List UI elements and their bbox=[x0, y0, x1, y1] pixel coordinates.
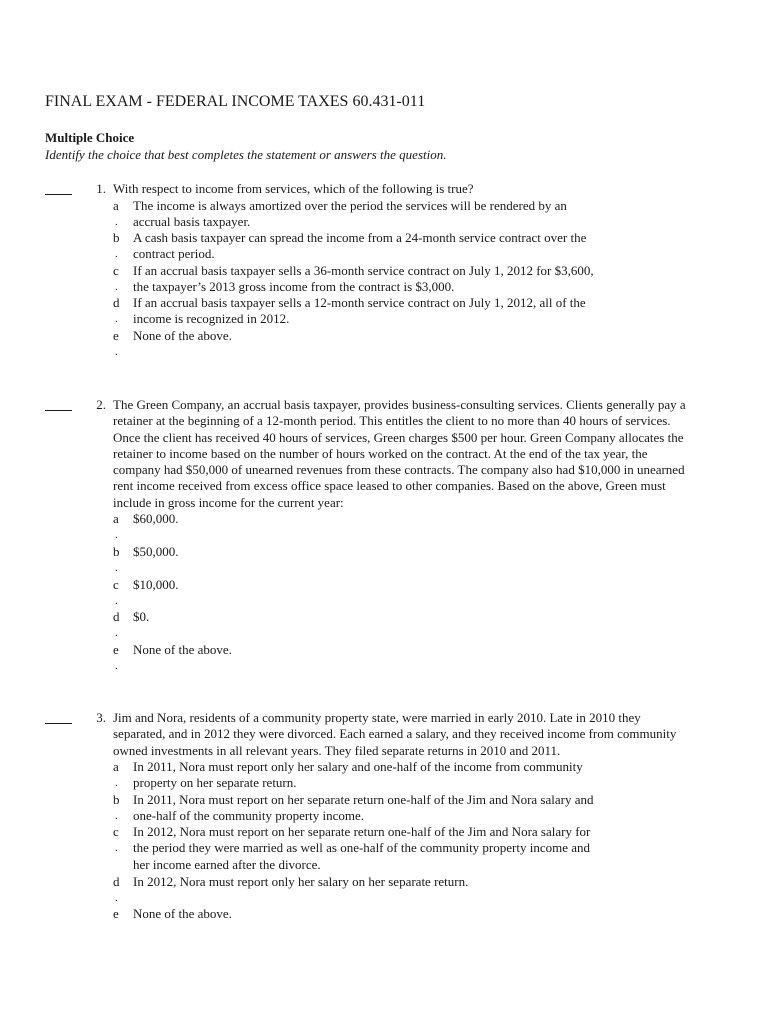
choice-letter: c bbox=[113, 577, 119, 592]
choice-line: If an accrual basis taxpayer sells a 12-month service contract on July 1, 2012, all of the bbox=[133, 295, 586, 310]
choice-dot: . bbox=[115, 777, 118, 790]
choice-dot: . bbox=[115, 627, 118, 640]
choice-dot: . bbox=[115, 842, 118, 855]
choice-text bbox=[133, 263, 723, 296]
choice-text bbox=[133, 577, 723, 593]
choice-line: None of the above. bbox=[133, 906, 232, 921]
choice-dot: . bbox=[115, 346, 118, 359]
question-number: 1. bbox=[96, 181, 106, 196]
choice-line: the taxpayer’s 2013 gross income from the contract is $3,000. bbox=[133, 279, 455, 295]
choice-text bbox=[133, 198, 723, 231]
choice-text bbox=[133, 328, 723, 344]
choice-line: the period they were married as well as one-half of the community property income and bbox=[133, 840, 591, 856]
choice-text bbox=[133, 874, 723, 890]
choice-dot: . bbox=[115, 660, 118, 673]
choice-line: $0. bbox=[133, 609, 150, 624]
choice-dot: . bbox=[115, 595, 118, 608]
choice-text bbox=[133, 609, 723, 625]
choice-line: A cash basis taxpayer can spread the income from a 24-month service contract over the bbox=[133, 230, 587, 245]
choice-dot: . bbox=[115, 810, 118, 823]
choice-text bbox=[133, 511, 723, 527]
choice-letter: a bbox=[113, 511, 119, 526]
choice-letter: b bbox=[113, 544, 120, 559]
choice-text bbox=[133, 295, 723, 328]
choice-text bbox=[133, 759, 723, 792]
choice-letter: e bbox=[113, 328, 119, 343]
choice-letter: b bbox=[113, 792, 120, 807]
choice-letter: a bbox=[113, 197, 119, 213]
exam-title: FINAL EXAM - FEDERAL INCOME TAXES 60.431-011 bbox=[45, 93, 426, 110]
answer-blank-line bbox=[45, 723, 72, 724]
choice-dot: . bbox=[115, 281, 118, 294]
choice-line: In 2011, Nora must report on her separate return one-half of the Jim and Nora salary and bbox=[133, 792, 594, 807]
question-number: 2. bbox=[96, 397, 106, 412]
choice-line: her income earned after the divorce. bbox=[133, 856, 321, 872]
choice-letter: e bbox=[113, 906, 119, 921]
instructions-text: Identify the choice that best completes the statement or answers the question. bbox=[45, 147, 447, 162]
choice-letter: d bbox=[113, 874, 120, 889]
stem-line: The Green Company, an accrual basis taxpayer, provides business-consulting services. Clients generally pay a bbox=[113, 397, 686, 412]
choice-line: property on her separate return. bbox=[133, 775, 297, 791]
choice-line: accrual basis taxpayer. bbox=[133, 213, 251, 229]
choice-letter: b bbox=[113, 230, 120, 245]
answer-blank-line bbox=[45, 410, 72, 411]
stem-line: separated, and in 2012 they were divorced. Each earned a salary, and they received income from community bbox=[113, 726, 677, 742]
choice-letter: c bbox=[113, 263, 119, 278]
choice-dot: . bbox=[115, 529, 118, 542]
stem-line: Once the client has received 40 hours of services, Green charges $500 per hour. Green Company allocates the bbox=[113, 429, 684, 445]
question-number: 3. bbox=[96, 710, 106, 725]
choice-line: In 2012, Nora must report only her salary on her separate return. bbox=[133, 874, 469, 889]
choice-dot: . bbox=[115, 215, 118, 228]
choice-line: contract period. bbox=[133, 246, 215, 262]
stem-line: company had $50,000 of unearned revenues from these contracts. The company also had $10,000 in unearned bbox=[113, 462, 685, 478]
choice-line: $50,000. bbox=[133, 544, 179, 559]
choice-letter: e bbox=[113, 642, 119, 657]
choice-dot: . bbox=[115, 313, 118, 326]
choice-dot: . bbox=[115, 562, 118, 575]
choice-text bbox=[133, 544, 723, 560]
choice-line: The income is always amortized over the period the services will be rendered by an bbox=[133, 197, 567, 213]
choice-line: one-half of the community property income. bbox=[133, 808, 365, 824]
choice-line: $10,000. bbox=[133, 577, 179, 592]
choice-line: income is recognized in 2012. bbox=[133, 311, 290, 327]
stem-line: retainer at the beginning of a 12-month period. This entitles the client to no more than 40 hours of services. bbox=[113, 413, 671, 429]
choice-text bbox=[133, 906, 723, 922]
choice-dot: . bbox=[115, 892, 118, 905]
stem-line: With respect to income from services, which of the following is true? bbox=[113, 181, 474, 196]
stem-line: owned investments in all relevant years. They filed separate returns in 2010 and 2011. bbox=[113, 742, 561, 758]
choice-letter: d bbox=[113, 609, 120, 624]
choice-letter: d bbox=[113, 295, 120, 310]
choice-line: None of the above. bbox=[133, 328, 232, 343]
question-stem bbox=[113, 397, 723, 511]
choice-dot: . bbox=[115, 248, 118, 261]
choice-letter: a bbox=[113, 759, 119, 774]
stem-line: include in gross income for the current year: bbox=[113, 494, 344, 510]
choice-text bbox=[133, 230, 723, 263]
choice-line: $60,000. bbox=[133, 511, 179, 526]
stem-line: retainer to income based on the number of hours worked on the contract. At the end of the tax year, the bbox=[113, 445, 648, 461]
choice-letter: c bbox=[113, 824, 119, 839]
stem-line: Jim and Nora, residents of a community property state, were married in early 2010. Late in 2010 they bbox=[113, 710, 641, 725]
choice-text bbox=[133, 642, 723, 658]
choice-line: None of the above. bbox=[133, 642, 232, 657]
choice-line: In 2012, Nora must report on her separate return one-half of the Jim and Nora salary for bbox=[133, 824, 591, 839]
choice-line: If an accrual basis taxpayer sells a 36-month service contract on July 1, 2012 for $3,600, bbox=[133, 263, 594, 278]
choice-text bbox=[133, 824, 723, 873]
question-stem bbox=[113, 710, 723, 759]
choice-text bbox=[133, 792, 723, 825]
question-stem bbox=[113, 181, 723, 197]
answer-blank-line bbox=[45, 194, 72, 195]
stem-line: rent income received from excess office space leased to other companies. Based on the above, Green must bbox=[113, 478, 666, 494]
section-heading: Multiple Choice bbox=[45, 130, 135, 145]
choice-line: In 2011, Nora must report only her salary and one-half of the income from community bbox=[133, 759, 583, 774]
